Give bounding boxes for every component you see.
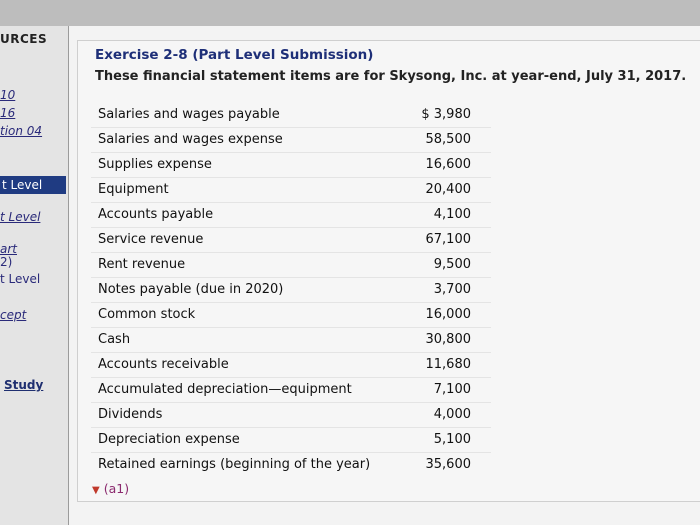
table-row	[91, 152, 491, 177]
table-row	[91, 302, 491, 327]
item-label: Accounts receivable	[98, 357, 229, 372]
study-label: Study	[4, 378, 44, 392]
item-value: 58,500	[425, 132, 471, 147]
item-label: Retained earnings (beginning of the year)	[98, 457, 371, 472]
sidebar-item[interactable]: t Level	[0, 272, 41, 286]
table-row	[91, 277, 491, 302]
main-content	[69, 26, 700, 525]
sidebar-header: URCES	[0, 32, 48, 46]
item-value: 20,400	[425, 182, 471, 197]
item-label: Service revenue	[98, 232, 204, 247]
item-value: 67,100	[425, 232, 471, 247]
item-label: Rent revenue	[98, 257, 186, 272]
item-value: 4,100	[433, 207, 471, 222]
item-value: 9,500	[433, 257, 471, 272]
table-row	[91, 427, 491, 452]
item-label: Notes payable (due in 2020)	[98, 282, 284, 297]
sidebar-item[interactable]: 16	[0, 106, 16, 120]
table-row	[91, 127, 491, 152]
item-label: Salaries and wages payable	[98, 107, 280, 122]
item-value: 4,000	[433, 407, 471, 422]
item-label: Accounts payable	[98, 207, 214, 222]
sidebar-item[interactable]: t Level	[0, 210, 41, 224]
browser-top-bar	[0, 0, 700, 26]
item-value: 16,000	[425, 307, 471, 322]
exercise-title: Exercise 2-8 (Part Level Submission)	[95, 47, 374, 63]
resources-sidebar	[0, 26, 69, 525]
table-row	[91, 402, 491, 427]
item-label: Supplies expense	[98, 157, 212, 172]
table-row	[91, 452, 491, 477]
item-value: 30,800	[425, 332, 471, 347]
item-value: 7,100	[433, 382, 471, 397]
sidebar-item[interactable]: tion 04	[0, 124, 43, 138]
item-label: Depreciation expense	[98, 432, 240, 447]
item-label: Common stock	[98, 307, 196, 322]
table-row	[91, 327, 491, 352]
sidebar-item[interactable]: art	[0, 242, 17, 256]
table-row	[91, 202, 491, 227]
exercise-panel	[77, 40, 700, 502]
study-link[interactable]	[4, 378, 43, 392]
item-label: Salaries and wages expense	[98, 132, 283, 147]
item-label: Equipment	[98, 182, 169, 197]
sidebar-item[interactable]: 10	[0, 88, 16, 102]
item-label: Cash	[98, 332, 131, 347]
table-row	[91, 252, 491, 277]
financial-items-table	[91, 103, 491, 477]
item-label: Accumulated depreciation—equipment	[98, 382, 352, 397]
item-value: 3,700	[433, 282, 471, 297]
item-value: 16,600	[425, 157, 471, 172]
table-row	[91, 177, 491, 202]
sidebar-item[interactable]: 2)	[0, 255, 13, 269]
exercise-description: These financial statement items are for Skysong, Inc. at year-end, July 31, 2017.	[95, 69, 687, 84]
sidebar-item[interactable]: cept	[0, 308, 27, 322]
table-row	[91, 377, 491, 402]
sidebar-item-active[interactable]: t Level	[0, 176, 66, 194]
item-label: Dividends	[98, 407, 163, 422]
part-a1-toggle[interactable]	[92, 481, 129, 496]
item-value: 5,100	[433, 432, 471, 447]
item-value: $ 3,980	[421, 107, 471, 122]
item-value: 11,680	[425, 357, 471, 372]
table-row	[91, 352, 491, 377]
table-row	[91, 103, 491, 127]
item-value: 35,600	[425, 457, 471, 472]
table-row	[91, 227, 491, 252]
part-label: (a1)	[103, 481, 130, 496]
expand-triangle-icon: ▼	[92, 485, 100, 496]
